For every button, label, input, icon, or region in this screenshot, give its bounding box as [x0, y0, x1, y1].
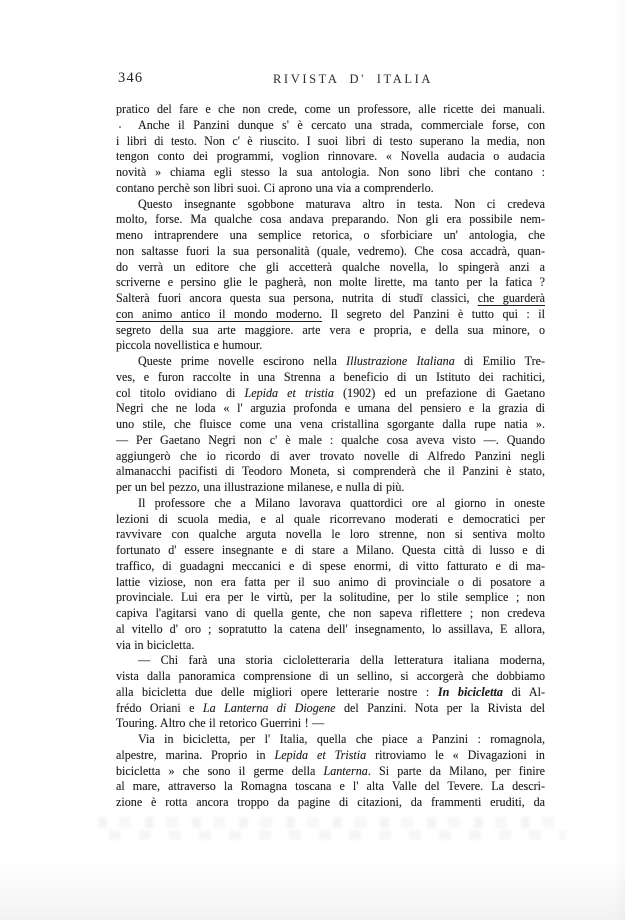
text-segment: fortunato d' essere insegnante e di stare a Milano. Questa città di lusso e di: [116, 543, 545, 557]
text-line: [116, 496, 545, 512]
text-segment: non saltasse fuori la sua personalità (quale, vedremo). Che cosa accadrà, quan-: [116, 243, 545, 258]
text-segment: di Emilio Tre-: [454, 354, 545, 368]
text-segment: traffico, di guadagni meccanici e di spese enormi, di vitto fatturato e di ma-: [116, 558, 545, 573]
text-line: [116, 354, 545, 370]
text-line: [116, 748, 545, 764]
text-segment: lezioni di scuola media, e al quale ricorrevano moderati e democratici per: [116, 511, 545, 526]
text-line: [116, 228, 545, 244]
text-segment: al vitello d' oro ; sopratutto la catena dell' insegnamento, lo assillava, E allora,: [116, 621, 545, 636]
text-line: [116, 386, 545, 402]
italic-title-text: In bicicletta: [437, 684, 503, 699]
text-line: [116, 701, 545, 717]
text-line: [116, 685, 545, 701]
text-line: [116, 716, 545, 732]
text-segment: segreto della sua arte maggiore. arte vera e propria, e della sua minore, o: [116, 322, 545, 337]
text-line: [116, 590, 545, 606]
text-segment: bicicletta » che sono il germe della: [116, 763, 324, 778]
text-line: [116, 323, 545, 339]
text-line: [116, 149, 545, 165]
text-line: [116, 795, 545, 811]
text-line: [116, 779, 545, 795]
text-segment: — Chi farà una storia cicloletteraria della letteratura italiana moderna,: [138, 653, 545, 668]
text-line: [116, 559, 545, 575]
text-line: [116, 212, 545, 228]
text-segment: Anche il Panzini dunque s' è cercato una strada, commerciale forse, con: [138, 117, 545, 132]
text-line: [116, 165, 545, 181]
text-segment: molto, forse. Ma qualche cosa andava preparando. Non gli era possibile nem-: [116, 212, 545, 227]
text-line: [116, 401, 545, 417]
page-bottom-edge-shadow: [0, 862, 625, 920]
text-segment: lattie viziose, non era fatta per il suo animo di provinciale o di posatore a: [116, 574, 545, 589]
text-segment: Questo insegnante sgobbone maturava altro in testa. Non ci credeva: [138, 196, 545, 211]
italic-title-text: Lepida et tristia: [244, 385, 334, 400]
text-segment: contano perchè son libri suoi. Ci aprono una via a comprenderlo.: [116, 180, 434, 195]
body-text-block: [116, 102, 545, 811]
page-number: 346: [118, 70, 144, 86]
text-line: [116, 764, 545, 780]
text-segment: meno intraprendere una semplice retorica, o sforbiciare un' antologia, che: [116, 228, 545, 242]
text-segment: uno stile, che fluisce come una vena cristallina sgorgante dalla rupe natia ».: [116, 417, 545, 431]
text-segment: per un bel pezzo, una illustrazione milanese, e nulla di più.: [116, 480, 405, 494]
text-segment: Salterà fuori ancora questa sua persona, nutrita di studī classici,: [116, 291, 478, 305]
italic-title-text: Illustrazione Italiana: [346, 354, 455, 368]
text-segment: alla bicicletta due delle migliori opere letterarie nostre :: [116, 684, 438, 699]
text-segment: (1902) ed un prefazione di Gaetano: [333, 385, 545, 400]
text-line: [116, 543, 545, 559]
text-line: [116, 275, 545, 291]
text-segment: almanacchi pacifisti di Teodoro Moneta, si comprenderà che il Panzini è stato,: [116, 464, 545, 479]
text-line: [116, 260, 545, 276]
text-segment: Il segreto del Panzini è tutto qui : il: [322, 306, 545, 321]
text-segment: — Per Gaetano Negri non c' è male : qualche cosa aveva visto —. Quando: [116, 432, 545, 447]
text-segment: del Panzini. Nota per la Rivista del: [335, 700, 545, 715]
journal-title: RIVISTA D' ITALIA: [273, 71, 433, 86]
text-segment: ves, e furon raccolte in una Strenna a beneficio di un Istituto dei rachitici,: [116, 369, 545, 384]
text-line: [116, 291, 545, 307]
text-segment: piccola novellistica e humour.: [116, 338, 263, 353]
text-segment: tengon conto dei programmi, voglion rinnovare. « Novella audacia o audacia: [116, 149, 545, 164]
text-segment: provinciale. Lui era per le virtù, per la solitudine, per lo stile semplice ; non: [116, 590, 545, 605]
italic-title-text: Lanterna: [323, 763, 368, 778]
text-line: [116, 464, 545, 480]
text-segment: zione è rotta ancora troppo da pagine di citazioni, da frammenti eruditi, da: [116, 795, 545, 809]
text-segment: do verrà un editore che gli accetterà qualche novella, lo spingerà anzi a: [116, 259, 545, 274]
text-line: [116, 417, 545, 433]
text-line: [116, 134, 545, 150]
text-line: [116, 307, 545, 323]
scan-speck-artifact: [119, 126, 121, 128]
text-line: [116, 512, 545, 528]
text-segment: pratico del fare e che non crede, come un professore, alle ricette dei manuali.: [116, 102, 545, 116]
text-line: [116, 606, 545, 622]
text-segment: via in bicicletta.: [116, 637, 195, 652]
text-segment: scriverne e persino glie le pagherà, non molte lirette, ma tanto per la fatica ?: [116, 275, 545, 290]
text-segment: i libri di testo. Non c' è riuscito. I suoi libri di testo superano la media, non: [116, 133, 545, 148]
text-line: [116, 118, 545, 134]
text-line: [116, 370, 545, 386]
text-line: [116, 181, 545, 197]
page-showthrough-artifact: [98, 815, 566, 843]
text-segment: Il professore che a Milano lavorava quattordici ore al giorno in oneste: [138, 495, 545, 510]
running-header: [116, 70, 546, 88]
italic-title-text: Lepida et Tristia: [274, 747, 367, 762]
text-segment: Queste prime novelle escirono nella: [138, 354, 347, 368]
text-segment: alpestre, marina. Proprio in: [116, 747, 275, 762]
page-right-edge-shadow: [611, 0, 625, 920]
text-line: [116, 575, 545, 591]
text-segment: col titolo ovidiano di: [116, 385, 245, 400]
text-segment: di Al-: [502, 684, 545, 699]
text-line: [116, 653, 545, 669]
text-segment: ritroviamo le « Divagazioni in: [366, 747, 545, 762]
text-line: [116, 669, 545, 685]
text-line: [116, 527, 545, 543]
text-segment: Touring. Altro che il retorico Guerrini ! —: [116, 716, 325, 731]
text-line: [116, 197, 545, 213]
text-segment: . Si parte da Milano, per finire: [367, 763, 545, 778]
text-segment: Negri che ne loda « l' arguzia profonda e umana del pensiero e la grazia di: [116, 401, 545, 416]
text-segment: vista dalla panoramica comprensione di un sellino, si accorgerà che dobbiamo: [116, 669, 545, 683]
text-line: [116, 449, 545, 465]
text-segment: aggiungerò che io ricordo di aver trovato novelle di Alfredo Panzini negli: [116, 448, 545, 463]
text-segment: Via in bicicletta, per l' Italia, quella che piace a Panzini : romagnola,: [138, 732, 545, 746]
text-line: [116, 338, 545, 354]
text-segment: frédo Oriani e: [116, 700, 203, 715]
italic-title-text: La Lanterna di Diogene: [202, 700, 336, 715]
text-segment: capiva l'agitarsi vano di quella gente, che non sapeva riflettere ; non credeva: [116, 606, 545, 620]
text-line: [116, 480, 545, 496]
text-line: [116, 433, 545, 449]
underlined-text: con animo antico il mondo moderno.: [116, 306, 323, 321]
text-line: [116, 638, 545, 654]
underlined-text: che guarderà: [477, 291, 545, 305]
text-line: [116, 732, 545, 748]
text-segment: ravvivare con qualche arguta novella le loro strenne, non si sentiva molto: [116, 527, 545, 542]
text-line: [116, 102, 545, 118]
text-line: [116, 244, 545, 260]
text-segment: al mare, attraverso la Romagna toscana e l' alta Valle del Tevere. La descri-: [116, 779, 545, 794]
text-line: [116, 622, 545, 638]
text-segment: novità » chiama egli stesso la sua antologia. Non sono libri che contano :: [116, 165, 545, 179]
